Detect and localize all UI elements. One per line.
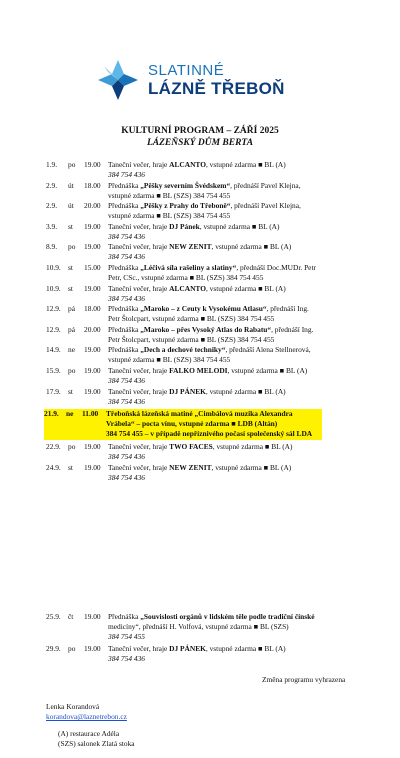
event-contact: 384 754 436 — [108, 654, 145, 663]
event-date: 10.9. — [46, 283, 61, 293]
event-description — [108, 181, 378, 201]
event-title: NEW ZENIT — [169, 462, 212, 472]
event-date: 29.9. — [46, 644, 61, 653]
event-details: , vstupné zdarma ■ BL (A) — [212, 442, 293, 452]
event-day: út — [68, 180, 74, 190]
event-description — [108, 442, 378, 462]
event-details: , přednáší Ing. — [271, 324, 314, 334]
event-title: ALCANTO — [169, 160, 206, 169]
event-description — [108, 644, 378, 664]
event-contact: 384 754 436 — [108, 231, 145, 241]
event-description — [108, 201, 378, 221]
event-day: ne — [68, 345, 75, 355]
event-description — [108, 612, 378, 642]
event-contact: 384 754 436 — [108, 396, 145, 406]
event-contact: vstupné zdarma ■ BL (SZS) 384 754 455 — [108, 355, 231, 365]
event-date: 12.9. — [46, 324, 61, 334]
contact-email-link[interactable]: korandova@laznetrebon.cz — [46, 712, 127, 721]
event-title: ALCANTO — [169, 283, 206, 293]
program-list-end — [46, 612, 381, 662]
event-date: 15.9. — [46, 366, 61, 375]
event-description — [106, 409, 376, 439]
event-day: po — [68, 242, 76, 252]
event-description — [108, 366, 378, 386]
event-text: Taneční večer, hraje — [108, 160, 170, 169]
event-time: 19.00 — [84, 442, 101, 452]
event-details: , vstupné zdarma ■ BL (A) — [199, 221, 280, 231]
event-description — [108, 242, 378, 262]
event-description — [108, 284, 378, 304]
event-title: „Maroko – přes Vysoký Atlas do Rabatu“ — [140, 324, 272, 334]
event-title: DJ Pánek — [169, 221, 200, 231]
event-contact: Petr Štolcpart, vstupné zdarma ■ BL (SZS) 384 754 455 — [108, 314, 275, 324]
event-date: 2.9. — [46, 201, 58, 211]
event-date: 8.9. — [46, 242, 58, 252]
event-time: 18.00 — [84, 180, 101, 190]
event-date: 21.9. — [44, 409, 59, 419]
event-day: st — [68, 462, 73, 472]
event-details: , vstupné zdarma ■ BL (A) — [211, 242, 292, 252]
event-details: , přednáší Doc.MUDr. Petr — [236, 263, 316, 272]
event-contact: medicíny“, přednáší H. Volfová, vstupné zdarma ■ BL (SZS) — [108, 622, 289, 631]
event-day: pá — [68, 324, 75, 334]
event-time: 19.00 — [84, 462, 101, 472]
event-details: , přednáší Ing. — [266, 304, 309, 314]
event-date: 22.9. — [46, 442, 61, 452]
event-details: , přednáší Pavel Klejna, — [230, 201, 301, 211]
event-day: po — [68, 160, 76, 169]
event-title: „Pěšky severním Švédskem“ — [140, 180, 231, 190]
program-list — [44, 160, 381, 482]
highlight-event-row — [44, 409, 322, 440]
event-title: NEW ZENIT — [169, 242, 212, 252]
event-day: po — [68, 442, 76, 452]
event-details: , vstupné zdarma ■ BL (A) — [205, 160, 286, 169]
event-title: „Maroko – z Ceuty k Vysokému Atlasu“ — [140, 304, 267, 314]
event-date: 3.9. — [46, 221, 58, 231]
highlight-line2: Vrábela“ – pocta vínu, vstupné zdarma ■ LDB (Altán) — [106, 419, 278, 429]
event-details: , přednáší Alena Stellnerová, — [225, 345, 311, 355]
event-title: „Dech a dechové techniky“ — [140, 345, 226, 355]
event-day: st — [68, 263, 73, 272]
event-text: Taneční večer, hraje — [108, 386, 170, 396]
change-note: Změna programu vyhrazena — [262, 675, 346, 684]
event-text: Přednáška — [108, 345, 141, 355]
event-text: Taneční večer, hraje — [108, 242, 170, 252]
event-phone: 384 754 455 — [108, 632, 145, 641]
event-details: , vstupné zdarma ■ BL (A) — [205, 644, 286, 653]
event-time: 20.00 — [84, 324, 101, 334]
event-text: Taneční večer, hraje — [108, 442, 170, 452]
event-contact: 384 754 436 — [108, 252, 145, 262]
event-details: , vstupné zdarma ■ BL (A) — [205, 283, 286, 293]
event-day: st — [68, 283, 73, 293]
event-details: , vstupné zdarma ■ BL (A) — [211, 462, 292, 472]
event-day: st — [68, 221, 73, 231]
page-subtitle: LÁZEŇSKÝ DŮM BERTA — [146, 138, 254, 148]
event-day: pá — [68, 304, 75, 314]
event-title: TWO FACES — [169, 442, 213, 452]
event-time: 18.00 — [84, 304, 101, 314]
event-day: ne — [66, 409, 74, 419]
event-description — [108, 160, 378, 180]
event-day: út — [68, 201, 74, 211]
event-title: „Souvislosti orgánů v lidském těle podle tradiční čínské — [140, 612, 315, 621]
event-contact: Petr, CSc., vstupné zdarma ■ BL (SZS) 384 754 455 — [108, 273, 264, 282]
event-contact: 384 754 436 — [108, 170, 145, 179]
page-title: KULTURNÍ PROGRAM – ZÁŘÍ 2025 — [121, 126, 279, 136]
contact-name: Lenka Korandová — [46, 702, 100, 711]
event-time: 11.00 — [82, 409, 99, 419]
event-title: DJ PÁNEK — [169, 644, 206, 653]
event-contact: vstupné zdarma ■ BL (SZS) 384 754 455 — [108, 190, 231, 200]
event-title: DJ PÁNEK — [169, 386, 206, 396]
event-date: 12.9. — [46, 304, 61, 314]
event-time: 19.00 — [84, 160, 101, 169]
event-title: FALKO MELODI — [169, 366, 228, 375]
event-details: , přednáší Pavel Klejna, — [230, 180, 301, 190]
event-day: st — [68, 386, 73, 396]
event-contact: 384 754 436 — [108, 452, 145, 462]
event-text: Taneční večer, hraje — [108, 366, 170, 375]
event-day: po — [68, 366, 76, 375]
event-time: 19.00 — [84, 345, 101, 355]
event-text: Přednáška — [108, 201, 141, 211]
event-day: po — [68, 644, 76, 653]
event-contact: 384 754 436 — [108, 472, 145, 482]
highlight-line1: Třeboňská lázeňská matiné „Cimbálová muzika Alexandra — [106, 409, 293, 419]
event-time: 19.00 — [84, 644, 101, 653]
event-date: 25.9. — [46, 612, 61, 621]
event-title: „Léčivá síla rašeliny a slatiny“ — [140, 263, 237, 272]
event-date: 14.9. — [46, 345, 61, 355]
event-contact: vstupné zdarma ■ BL (SZS) 384 754 455 — [108, 211, 231, 221]
event-text: Taneční večer, hraje — [108, 283, 170, 293]
event-text: Taneční večer, hraje — [108, 221, 170, 231]
logo-star-icon — [96, 58, 140, 102]
event-text: Přednáška — [108, 612, 141, 621]
event-day: čt — [68, 612, 74, 621]
event-date: 17.9. — [46, 386, 61, 396]
logo-line2: LÁZNĚ TŘEBOŇ — [148, 79, 285, 98]
event-details: , vstupné zdarma ■ BL (A) — [205, 386, 286, 396]
logo — [96, 58, 326, 102]
event-description — [108, 387, 378, 407]
event-text: Přednáška — [108, 304, 141, 314]
event-description — [108, 263, 378, 283]
event-date: 24.9. — [46, 462, 61, 472]
event-time: 19.00 — [84, 366, 101, 375]
legend-szs: (SZS) salonek Zlatá stoka — [58, 739, 135, 748]
event-time: 19.00 — [84, 283, 101, 293]
logo-line1: SLATINNÉ — [148, 62, 225, 79]
event-description — [108, 345, 378, 365]
event-time: 19.00 — [84, 221, 101, 231]
event-details: , vstupné zdarma ■ BL (A) — [227, 366, 308, 375]
highlight-line3: 384 754 455 – v případě nepříznivého počasí společenský sál LDA — [106, 429, 313, 439]
event-time: 15.00 — [84, 263, 101, 272]
event-date: 1.9. — [46, 160, 58, 169]
event-text: Přednáška — [108, 180, 141, 190]
event-date: 10.9. — [46, 263, 61, 272]
event-description — [108, 463, 378, 483]
event-text: Přednáška — [108, 263, 141, 272]
event-title: „Pěšky z Prahy do Třeboně“ — [140, 201, 231, 211]
event-time: 19.00 — [84, 386, 101, 396]
event-description — [108, 304, 378, 324]
event-text: Taneční večer, hraje — [108, 644, 170, 653]
event-text: Přednáška — [108, 324, 141, 334]
event-text: Taneční večer, hraje — [108, 462, 170, 472]
event-contact: 384 754 436 — [108, 376, 145, 385]
event-date: 2.9. — [46, 180, 58, 190]
event-time: 20.00 — [84, 201, 101, 211]
event-contact: Petr Štolcpart, vstupné zdarma ■ BL (SZS) 384 754 455 — [108, 334, 275, 344]
event-contact: 384 754 436 — [108, 293, 145, 303]
event-description — [108, 222, 378, 242]
legend-a: (A) restaurace Adéla — [58, 729, 120, 738]
event-description — [108, 325, 378, 345]
event-time: 19.00 — [84, 612, 101, 621]
event-time: 19.00 — [84, 242, 101, 252]
